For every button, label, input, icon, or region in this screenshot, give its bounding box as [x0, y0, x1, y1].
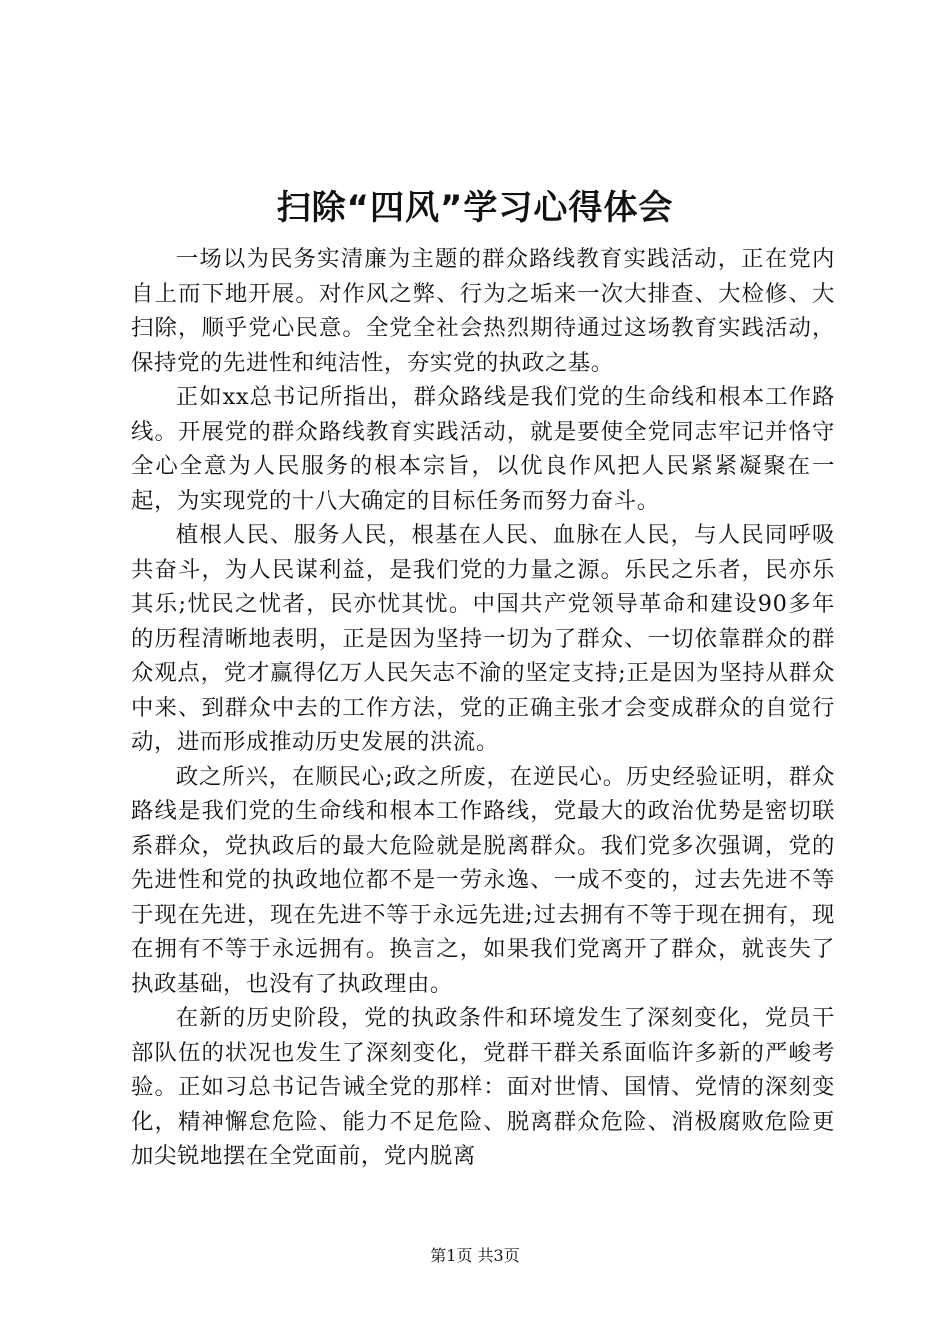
document-title: 扫除“四风”学习心得体会	[276, 188, 674, 228]
paragraph: 正如xx总书记所指出，群众路线是我们党的生命线和根本工作路线。开展党的群众路线教育实践活动，就是要使全党同志牢记并恪守全心全意为人民服务的根本宗旨，以优良作风把人民紧紧凝聚在一起，为实现党的十八大确定的目标任务而努力奋斗。	[131, 384, 835, 514]
page-number-footer: 第1页 共3页	[430, 1246, 520, 1265]
document-body	[131, 242, 835, 1174]
paragraph: 政之所兴，在顺民心;政之所废，在逆民心。历史经验证明，群众路线是我们党的生命线和根本工作路线，党最大的政治优势是密切联系群众，党执政后的最大危险就是脱离群众。我们党多次强调，党的先进性和党的执政地位都不是一劳永逸、一成不变的，过去先进不等于现在先进，现在先进不等于永远先进;过去拥有不等于现在拥有，现在拥有不等于永远拥有。换言之，如果我们党离开了群众，就丧失了执政基础，也没有了执政理由。	[131, 763, 835, 997]
paragraph: 在新的历史阶段，党的执政条件和环境发生了深刻变化，党员干部队伍的状况也发生了深刻变化，党群干群关系面临许多新的严峻考验。正如习总书记告诫全党的那样：面对世情、国情、党情的深刻变化，精神懈怠危险、能力不足危险、脱离群众危险、消极腐败危险更加尖锐地摆在全党面前，党内脱离	[131, 1005, 835, 1169]
paragraph: 一场以为民务实清廉为主题的群众路线教育实践活动，正在党内自上而下地开展。对作风之弊、行为之垢来一次大排查、大检修、大扫除，顺乎党心民意。全党全社会热烈期待通过这场教育实践活动，保持党的先进性和纯洁性，夯实党的执政之基。	[131, 246, 835, 376]
paragraph: 植根人民、服务人民，根基在人民、血脉在人民，与人民同呼吸共奋斗，为人民谋利益，是我们党的力量之源。乐民之乐者，民亦乐其乐;忧民之忧者，民亦忧其忧。中国共产党领导革命和建设90多年的历程清晰地表明，正是因为坚持一切为了群众、一切依靠群众的群众观点，党才赢得亿万人民矢志不渝的坚定支持;正是因为坚持从群众中来、到群众中去的工作方法，党的正确主张才会变成群众的自觉行动，进而形成推动历史发展的洪流。	[131, 522, 835, 755]
